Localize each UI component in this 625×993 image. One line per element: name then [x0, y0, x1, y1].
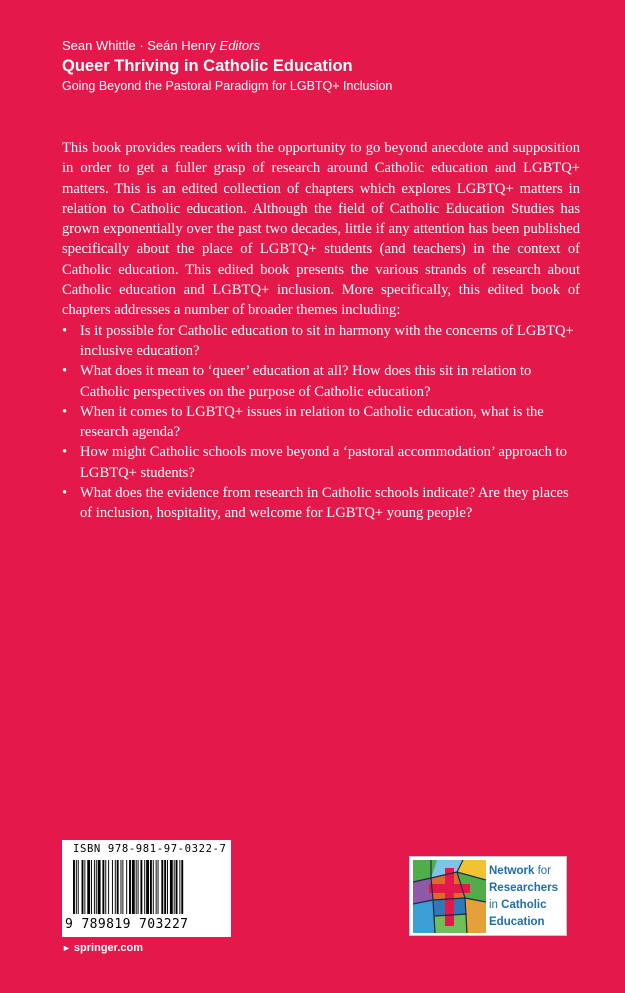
- bullet-icon: •: [62, 403, 68, 420]
- barcode-bar: [73, 860, 75, 914]
- editors-line: [62, 38, 582, 54]
- barcode-bar: [94, 860, 95, 914]
- barcode-bar: [98, 860, 101, 914]
- themes-list: [62, 321, 580, 524]
- barcode-bar: [140, 860, 142, 914]
- arrow-icon: ►: [62, 943, 71, 953]
- theme-item: [62, 442, 580, 483]
- education-word: Education: [489, 916, 545, 928]
- network-logo: [409, 856, 567, 936]
- isbn-label: ISBN 978-981-97-0322-7: [73, 843, 227, 855]
- barcode-bar: [136, 860, 137, 914]
- book-subtitle: Going Beyond the Pastoral Paradigm for LGBTQ+ Inclusion: [62, 79, 393, 93]
- barcode-bar: [91, 860, 92, 914]
- for-word: for: [537, 865, 551, 877]
- barcode-bar: [161, 860, 163, 914]
- network-logo-text: [489, 863, 567, 931]
- barcode-bar: [96, 860, 97, 914]
- isbn-barcode: [62, 840, 231, 937]
- barcode-bar: [129, 860, 131, 914]
- theme-text: Is it possible for Catholic education to sit in harmony with the concerns of LGBTQ+ inclusive education?: [80, 322, 574, 359]
- theme-text: How might Catholic schools move beyond a ‘pastoral accommodation’ approach to LGBTQ+ students?: [80, 444, 567, 481]
- barcode-bar: [170, 860, 173, 914]
- barcode-bar: [174, 860, 175, 914]
- blurb-intro: This book provides readers with the opportunity to go beyond anecdote and supposition in order to get a fuller grasp of research around Catholic education and LGBTQ+ matters. This is an edited collection of chapters which explores LGBTQ+ matters in relation to Catholic education. Although the field of Catholic Education Studies has grown exponentially over the past two decades, little if any attention has been published specifically about the place of LGBTQ+ students (and teachers) in the context of Catholic education. This edited book presents the various strands of research about Catholic education and LGBTQ+ inclusion. More specifically, this edited book of chapters addresses a number of broader themes including:: [62, 140, 580, 319]
- barcode-bar: [164, 860, 166, 914]
- stained-glass-cross-icon: [413, 860, 486, 933]
- in-word: in: [489, 899, 498, 911]
- barcode-bar: [117, 860, 119, 914]
- bullet-icon: •: [62, 444, 68, 461]
- publisher-url: springer.com: [73, 942, 143, 954]
- publisher-link[interactable]: [62, 941, 143, 955]
- theme-item: [62, 321, 580, 362]
- network-word: Network: [489, 865, 535, 877]
- theme-text: When it comes to LGBTQ+ issues in relation to Catholic education, what is the research agenda?: [80, 403, 544, 441]
- barcode-bar: [126, 860, 127, 914]
- barcode-bar: [153, 860, 154, 914]
- barcode-bar: [108, 860, 109, 914]
- theme-item: [62, 483, 580, 524]
- barcode-bar: [132, 860, 135, 914]
- researchers-word: Researchers: [489, 882, 559, 894]
- barcode-bar: [146, 860, 149, 914]
- blurb: [62, 138, 580, 524]
- barcode-bar: [156, 860, 157, 914]
- back-cover-header: [62, 38, 582, 94]
- barcode-bar: [138, 860, 139, 914]
- theme-item: [62, 402, 580, 443]
- barcode-bar: [76, 860, 77, 914]
- barcode-bar: [122, 860, 123, 914]
- barcode-bar: [112, 860, 113, 914]
- isbn-digits: 9 789819 703227: [65, 917, 189, 932]
- theme-text: What does it mean to ‘queer’ education at all? How does this sit in relation to Catholic perspectives on the purpose of Catholic education?: [80, 363, 532, 400]
- barcode-bar: [181, 860, 183, 914]
- barcode-bar: [167, 860, 168, 914]
- barcode-bars-icon: [72, 860, 224, 914]
- barcode-bar: [158, 860, 159, 914]
- barcode-bar: [105, 860, 106, 914]
- barcode-bar: [78, 860, 79, 914]
- barcode-bar: [84, 860, 85, 914]
- barcode-bar: [144, 860, 145, 914]
- barcode-bar: [121, 860, 122, 914]
- bullet-icon: •: [62, 322, 68, 339]
- theme-item: [62, 361, 580, 402]
- book-title: Queer Thriving in Catholic Education: [62, 57, 353, 75]
- barcode-bar: [179, 860, 180, 914]
- bullet-icon: •: [62, 363, 68, 380]
- theme-text: What does the evidence from research in Catholic schools indicate? Are they places of inclusion, hospitality, and welcome for LGBTQ+ young people?: [80, 485, 569, 522]
- barcode-bar: [115, 860, 116, 914]
- barcode-bar: [82, 860, 84, 914]
- barcode-bar: [87, 860, 90, 914]
- bullet-icon: •: [62, 485, 68, 502]
- catholic-word: Catholic: [501, 899, 547, 911]
- barcode-bar: [150, 860, 152, 914]
- barcode-bar: [102, 860, 104, 914]
- editors-names: Sean Whittle · Seán Henry: [62, 38, 216, 53]
- barcode-bar: [176, 860, 178, 914]
- editors-role: Editors: [219, 38, 260, 53]
